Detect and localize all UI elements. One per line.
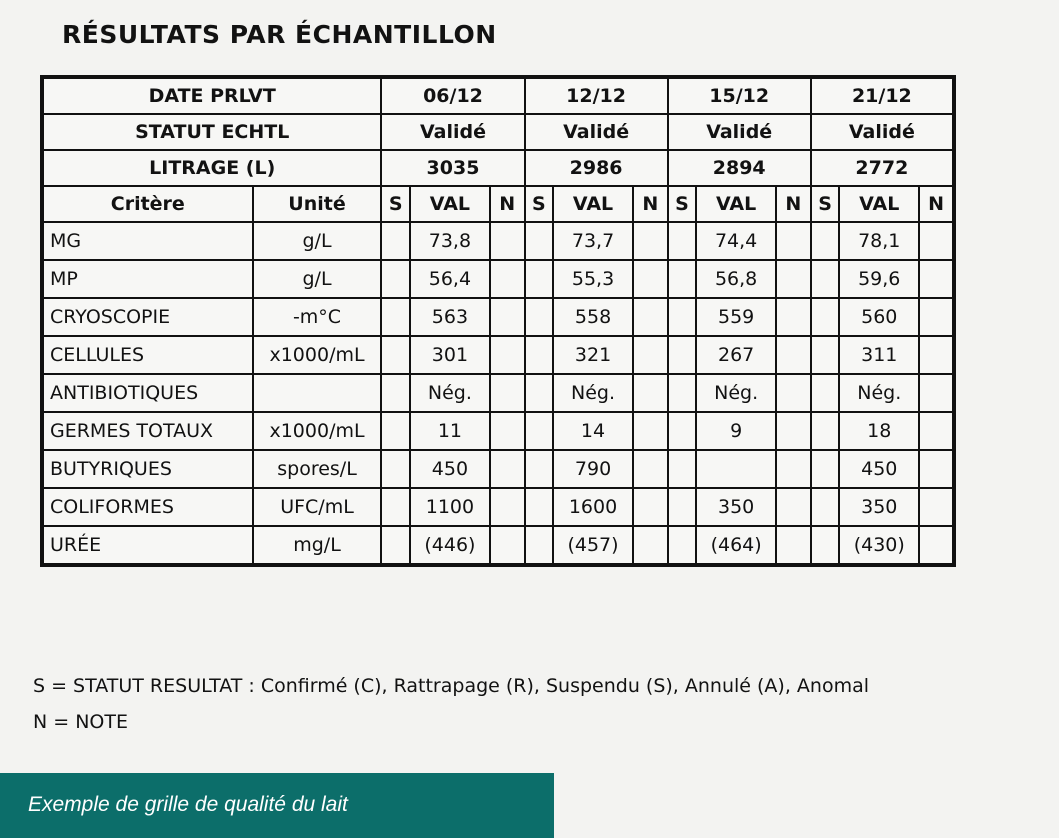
- note-cell: [919, 412, 954, 450]
- note-cell: [633, 488, 668, 526]
- status-cell: [381, 450, 410, 488]
- status-cell: [811, 412, 840, 450]
- critere-cell: CRYOSCOPIE: [42, 298, 253, 336]
- note-cell: [919, 260, 954, 298]
- status-cell: [668, 412, 697, 450]
- value-cell: 18: [839, 412, 919, 450]
- status-cell: [811, 222, 840, 260]
- sample-date: 15/12: [668, 77, 811, 114]
- value-cell: (446): [410, 526, 490, 565]
- note-cell: [919, 298, 954, 336]
- value-cell: 55,3: [553, 260, 633, 298]
- note-cell: [919, 488, 954, 526]
- value-cell: 59,6: [839, 260, 919, 298]
- status-cell: [668, 222, 697, 260]
- litrage-row: [42, 150, 954, 186]
- note-cell: [919, 526, 954, 565]
- column-header-row: [42, 186, 954, 222]
- value-cell: 350: [839, 488, 919, 526]
- status-cell: [381, 336, 410, 374]
- note-cell: [776, 260, 811, 298]
- val-header: VAL: [410, 186, 490, 222]
- value-cell: 321: [553, 336, 633, 374]
- status-cell: [525, 222, 554, 260]
- critere-cell: GERMES TOTAUX: [42, 412, 253, 450]
- value-cell: 350: [696, 488, 776, 526]
- note-cell: [776, 488, 811, 526]
- table-row: [42, 412, 954, 450]
- status-cell: [525, 374, 554, 412]
- critere-cell: MG: [42, 222, 253, 260]
- unite-cell: [253, 374, 382, 412]
- table-row: [42, 488, 954, 526]
- n-header: N: [776, 186, 811, 222]
- note-cell: [919, 374, 954, 412]
- table-row: [42, 222, 954, 260]
- legend-note-line: N = NOTE: [33, 711, 128, 733]
- table-row: [42, 526, 954, 565]
- value-cell: 11: [410, 412, 490, 450]
- table-row: [42, 260, 954, 298]
- n-header: N: [919, 186, 954, 222]
- value-cell: (464): [696, 526, 776, 565]
- note-cell: [633, 526, 668, 565]
- status-cell: [668, 260, 697, 298]
- status-cell: [525, 336, 554, 374]
- value-cell: Nég.: [410, 374, 490, 412]
- s-header: S: [525, 186, 554, 222]
- date-label: DATE PRLVT: [42, 77, 381, 114]
- status-cell: [381, 298, 410, 336]
- note-cell: [490, 298, 525, 336]
- unite-cell: g/L: [253, 222, 382, 260]
- note-cell: [919, 222, 954, 260]
- status-cell: [381, 488, 410, 526]
- note-cell: [490, 526, 525, 565]
- value-cell: [696, 450, 776, 488]
- value-cell: 14: [553, 412, 633, 450]
- value-cell: 56,4: [410, 260, 490, 298]
- note-cell: [490, 374, 525, 412]
- note-cell: [490, 336, 525, 374]
- val-header: VAL: [696, 186, 776, 222]
- note-cell: [633, 412, 668, 450]
- value-cell: 267: [696, 336, 776, 374]
- critere-cell: MP: [42, 260, 253, 298]
- unite-cell: mg/L: [253, 526, 382, 565]
- status-cell: [811, 450, 840, 488]
- critere-cell: BUTYRIQUES: [42, 450, 253, 488]
- table-row: [42, 374, 954, 412]
- note-cell: [776, 450, 811, 488]
- note-cell: [490, 450, 525, 488]
- critere-cell: URÉE: [42, 526, 253, 565]
- unite-cell: g/L: [253, 260, 382, 298]
- table-row: [42, 298, 954, 336]
- note-cell: [633, 450, 668, 488]
- sample-statut: Validé: [381, 114, 524, 150]
- status-cell: [525, 412, 554, 450]
- note-cell: [633, 298, 668, 336]
- results-table: [40, 75, 956, 567]
- status-cell: [668, 298, 697, 336]
- note-cell: [490, 488, 525, 526]
- value-cell: 74,4: [696, 222, 776, 260]
- sample-litrage: 2772: [811, 150, 954, 186]
- sample-litrage: 2986: [525, 150, 668, 186]
- sample-statut: Validé: [668, 114, 811, 150]
- note-cell: [776, 222, 811, 260]
- critere-cell: ANTIBIOTIQUES: [42, 374, 253, 412]
- status-cell: [811, 260, 840, 298]
- status-cell: [811, 336, 840, 374]
- status-cell: [811, 374, 840, 412]
- note-cell: [633, 222, 668, 260]
- note-cell: [919, 336, 954, 374]
- val-header: VAL: [553, 186, 633, 222]
- status-cell: [668, 450, 697, 488]
- value-cell: 563: [410, 298, 490, 336]
- value-cell: 560: [839, 298, 919, 336]
- n-header: N: [490, 186, 525, 222]
- critere-header: Critère: [42, 186, 253, 222]
- unite-header: Unité: [253, 186, 382, 222]
- status-cell: [668, 374, 697, 412]
- value-cell: (457): [553, 526, 633, 565]
- critere-cell: CELLULES: [42, 336, 253, 374]
- sample-statut: Validé: [811, 114, 954, 150]
- status-cell: [525, 298, 554, 336]
- note-cell: [919, 450, 954, 488]
- note-cell: [776, 526, 811, 565]
- legend-status-line: S = STATUT RESULTAT : Confirmé (C), Rattrapage (R), Suspendu (S), Annulé (A), Anomal: [33, 675, 870, 697]
- status-cell: [381, 526, 410, 565]
- sample-date: 06/12: [381, 77, 524, 114]
- sample-litrage: 3035: [381, 150, 524, 186]
- litrage-label: LITRAGE (L): [42, 150, 381, 186]
- unite-cell: UFC/mL: [253, 488, 382, 526]
- date-row: [42, 77, 954, 114]
- value-cell: 558: [553, 298, 633, 336]
- note-cell: [776, 298, 811, 336]
- s-header: S: [381, 186, 410, 222]
- caption-banner: [0, 773, 554, 838]
- status-cell: [811, 526, 840, 565]
- n-header: N: [633, 186, 668, 222]
- status-cell: [525, 260, 554, 298]
- value-cell: 450: [839, 450, 919, 488]
- s-header: S: [811, 186, 840, 222]
- value-cell: 1600: [553, 488, 633, 526]
- sample-litrage: 2894: [668, 150, 811, 186]
- note-cell: [490, 412, 525, 450]
- status-cell: [668, 526, 697, 565]
- status-cell: [525, 450, 554, 488]
- value-cell: Nég.: [553, 374, 633, 412]
- critere-cell: COLIFORMES: [42, 488, 253, 526]
- note-cell: [490, 260, 525, 298]
- value-cell: 78,1: [839, 222, 919, 260]
- legend: [33, 668, 869, 740]
- note-cell: [490, 222, 525, 260]
- status-cell: [811, 298, 840, 336]
- value-cell: 450: [410, 450, 490, 488]
- value-cell: (430): [839, 526, 919, 565]
- status-cell: [525, 488, 554, 526]
- unite-cell: x1000/mL: [253, 412, 382, 450]
- note-cell: [633, 336, 668, 374]
- status-cell: [525, 526, 554, 565]
- sample-date: 12/12: [525, 77, 668, 114]
- unite-cell: x1000/mL: [253, 336, 382, 374]
- note-cell: [776, 336, 811, 374]
- note-cell: [633, 374, 668, 412]
- page-title: RÉSULTATS PAR ÉCHANTILLON: [62, 20, 497, 49]
- value-cell: 73,7: [553, 222, 633, 260]
- status-cell: [668, 488, 697, 526]
- statut-row: [42, 114, 954, 150]
- unite-cell: -m°C: [253, 298, 382, 336]
- status-cell: [811, 488, 840, 526]
- note-cell: [633, 260, 668, 298]
- value-cell: 559: [696, 298, 776, 336]
- statut-label: STATUT ECHTL: [42, 114, 381, 150]
- value-cell: Nég.: [839, 374, 919, 412]
- value-cell: 311: [839, 336, 919, 374]
- value-cell: 1100: [410, 488, 490, 526]
- note-cell: [776, 412, 811, 450]
- status-cell: [381, 412, 410, 450]
- value-cell: 790: [553, 450, 633, 488]
- val-header: VAL: [839, 186, 919, 222]
- value-cell: 301: [410, 336, 490, 374]
- status-cell: [381, 260, 410, 298]
- table-row: [42, 450, 954, 488]
- status-cell: [668, 336, 697, 374]
- s-header: S: [668, 186, 697, 222]
- value-cell: 56,8: [696, 260, 776, 298]
- value-cell: Nég.: [696, 374, 776, 412]
- table-row: [42, 336, 954, 374]
- status-cell: [381, 374, 410, 412]
- note-cell: [776, 374, 811, 412]
- unite-cell: spores/L: [253, 450, 382, 488]
- value-cell: 9: [696, 412, 776, 450]
- caption-text: Exemple de grille de qualité du lait: [28, 793, 348, 816]
- status-cell: [381, 222, 410, 260]
- sample-date: 21/12: [811, 77, 954, 114]
- value-cell: 73,8: [410, 222, 490, 260]
- sample-statut: Validé: [525, 114, 668, 150]
